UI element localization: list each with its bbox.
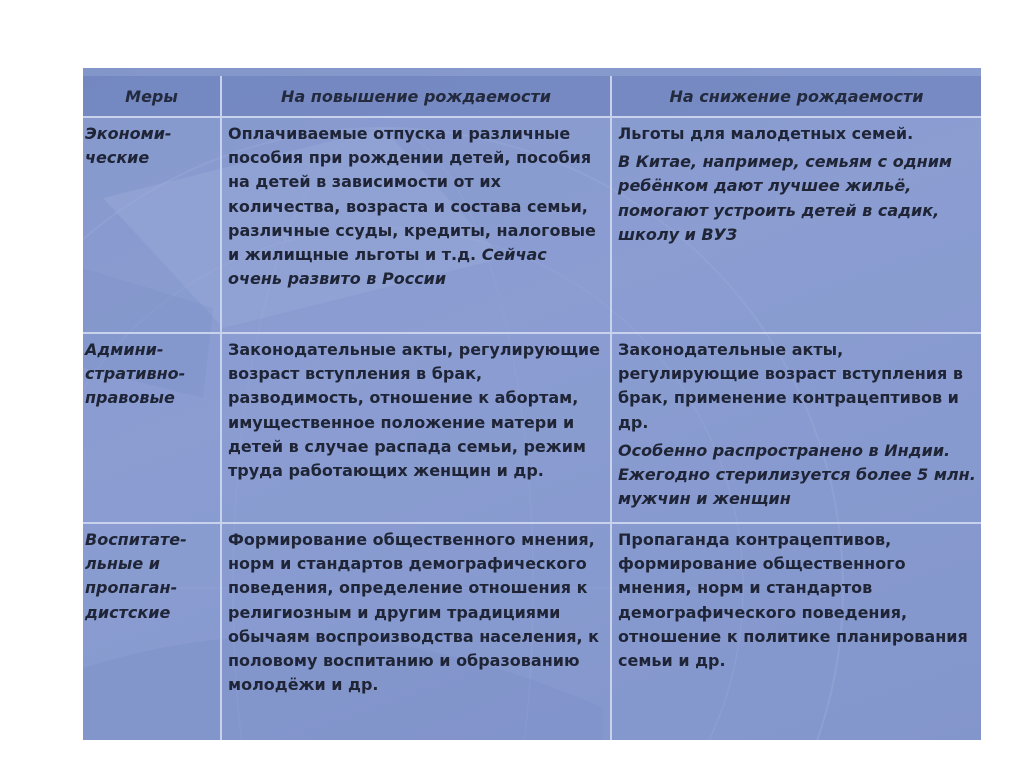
decrease-text: Льготы для малодетных семей. [618, 124, 914, 143]
decrease-cell [611, 523, 981, 740]
increase-text: Оплачиваемые отпуска и различные пособия при рождении детей, пособия на детей в зависимости от их количества, возраста и состава семьи, различные ссуды, кредиты, налоговые и жилищные льготы и т.д. [228, 124, 596, 265]
increase-cell [221, 117, 611, 333]
header-increase: На повышение рождаемости [221, 76, 611, 117]
measure-label: Админи-стративно-правовые [85, 340, 186, 408]
table-header-row [83, 76, 981, 117]
measure-cell [83, 117, 221, 333]
measure-cell [83, 523, 221, 740]
slide-background [83, 68, 981, 740]
decrease-text: Пропаганда контрацептивов, формирование общественного мнения, норм и стандартов демографического поведения, отношение к политике планирования семьи и др. [618, 530, 968, 671]
increase-cell [221, 523, 611, 740]
measure-cell [83, 333, 221, 523]
measures-table [83, 76, 981, 740]
decrease-cell [611, 333, 981, 523]
decrease-text: Законодательные акты, регулирующие возраст вступления в брак, применение контрацептивов и др. [618, 340, 963, 432]
increase-cell [221, 333, 611, 523]
header-decrease: На снижение рождаемости [611, 76, 981, 117]
decrease-cell [611, 117, 981, 333]
table-row [83, 523, 981, 740]
measure-label: Экономи-ческие [85, 124, 172, 168]
increase-text: Формирование общественного мнения, норм и стандартов демографического поведения, определение отношения к религиозным и другим традициями обычаям воспроизводства населения, к половому воспитанию и образованию молодёжи и др. [228, 530, 600, 695]
decrease-note: Особенно распространено в Индии. Ежегодно стерилизуется более 5 млн. мужчин и женщин [618, 440, 976, 509]
decrease-note: В Китае, например, семьям с одним ребёнком дают лучшее жильё, помогают устроить детей в садик, школу и ВУЗ [618, 152, 952, 244]
increase-text-wrap [228, 122, 606, 291]
header-measures: Меры [83, 76, 221, 117]
measure-label: Воспитате-льные и пропаган-дистские [85, 530, 187, 622]
table-row [83, 333, 981, 523]
increase-note: Сейчас очень развито в России [228, 245, 547, 289]
increase-text: Законодательные акты, регулирующие возраст вступления в брак, разводимость, отношение к абортам, имущественное положение матери и детей в случае распада семьи, режим труда работающих женщин и др. [228, 340, 600, 481]
table-row [83, 117, 981, 333]
